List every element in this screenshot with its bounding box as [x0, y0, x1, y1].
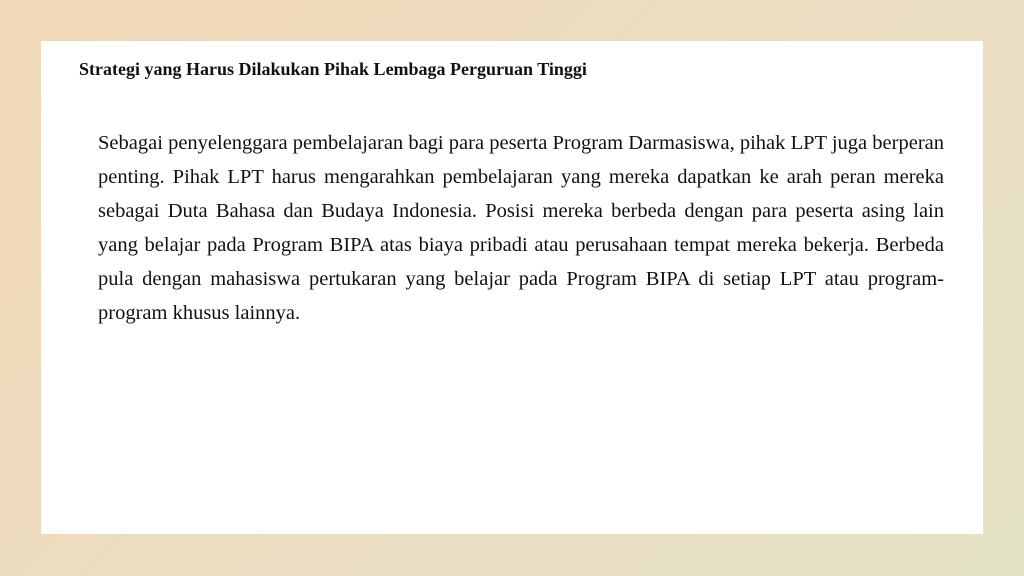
- slide-title: Strategi yang Harus Dilakukan Pihak Lembaga Perguruan Tinggi: [79, 59, 587, 79]
- slide-card: [41, 41, 983, 534]
- slide-body-paragraph: Sebagai penyelenggara pembelajaran bagi para peserta Program Darmasiswa, pihak LPT juga berperan penting. Pihak LPT harus mengarahkan pembelajaran yang mereka dapatkan ke arah peran mereka sebagai Duta Bahasa dan Budaya Indonesia. Posisi mereka berbeda dengan para peserta asing lain yang belajar pada Program BIPA atas biaya pribadi atau perusahaan tempat mereka bekerja. Berbeda pula dengan mahasiswa pertukaran yang belajar pada Program BIPA di setiap LPT atau program-program khusus lainnya.: [98, 132, 944, 324]
